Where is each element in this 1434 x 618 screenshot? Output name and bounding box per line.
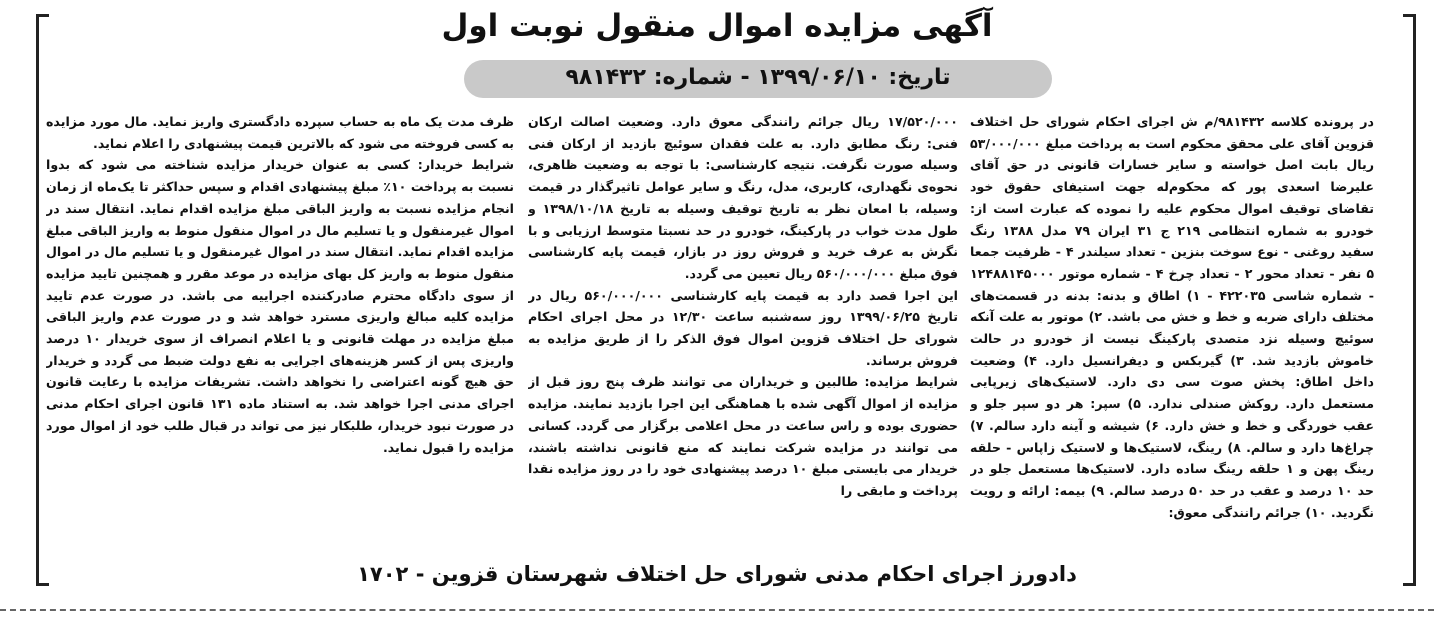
column-left-paragraph-2 [46, 154, 514, 458]
column-right [970, 111, 1374, 545]
notice-title: آگهی مزایده اموال منقول نوبت اول [441, 8, 993, 44]
column-middle-paragraph-1: ۱۷/۵۲۰/۰۰۰ ریال جرائم رانندگی معوق دارد. وضعیت اصالت ارکان فنی: رنگ مطابق دارد. به علت فقدان سوئیچ بازدید از ارکان فنی وسیله صورت نگرفت. نتیجه کارشناسی: با توجه به وضعیت ظاهری، نحوه‌ی نگهداری، کاربری، مدل، رنگ و سایر عوامل تاثیرگذار در قیمت وسیله، با امعان نظر به تاریخ توقیف وسیله به تاریخ ۱۳۹۸/۱۰/۱۸ و طول مدت خواب در پارکینگ، خودرو در حد نسبتا متوسط ارزیابی و با نگرش به عرف خرید و فروش روز در بازار، قیمت پایه کارشناسی فوق مبلغ ۵۶۰/۰۰۰/۰۰۰ ریال تعیین می گردد. [528, 114, 958, 281]
cut-line-divider [0, 609, 1434, 611]
auction-conditions-text: طالبین و خریداران می توانند ظرف پنج روز قبل از مزایده از اموال آگهی شده با هماهنگی این اجرا بازدید نمایند. مزایده حضوری بوده و راس ساعت در محل اعلامی برگزار می گردد. کسانی می توانند در مزایده شرکت نمایند که منع قانونی نداشته باشند، خریدار می بایستی مبلغ ۱۰ درصد پیشنهادی خود را در روز مزایده نقدا پرداخت و مابقی را [528, 374, 958, 498]
column-middle-paragraph-3 [528, 371, 958, 501]
date-number-line: تاریخ: ۱۳۹۹/۰۶/۱۰ - شماره: ۹۸۱۴۳۲ [565, 65, 951, 90]
column-left [46, 111, 514, 545]
auction-conditions-label: شرایط مزایده: [864, 374, 958, 390]
signature-footer: دادورز اجرای احکام مدنی شورای حل اختلاف شهرستان قزوین - ۱۷۰۲ [357, 562, 1077, 586]
column-left-paragraph-1: ظرف مدت یک ماه به حساب سپرده دادگستری واریز نماید. مال مورد مزایده به کسی فروخته می شود که بالاترین قیمت پیشنهادی را اعلام نماید. [46, 114, 514, 151]
column-right-text: در پرونده کلاسه ۹۸۱۴۳۲/م ش اجرای احکام شورای حل اختلاف قزوین آقای علی محقق محکوم است به پرداخت مبلغ ۵۳/۰۰۰/۰۰۰ ریال بابت اصل خواسته و سایر خسارات قانونی در حق آقای علیرضا اسعدی پور که محکوم‌له جهت استیفای حقوق خود تقاضای توقیف اموال محکوم علیه را نموده که عبارت است از: خودرو به شماره انتظامی ۲۱۹ ج ۳۱ ایران ۷۹ مدل ۱۳۸۸ رنگ سفید روغنی - نوع سوخت بنزین - تعداد سیلندر ۴ - ظرفیت جمعا ۵ نفر - تعداد محور ۲ - تعداد چرخ ۴ - شماره موتور ۱۲۴۸۸۱۴۵۰۰۰ - شماره شاسی ۴۲۲۰۳۵ - ۱) اطاق و بدنه: بدنه در قسمت‌های مختلف دارای ضربه و خط و خش می باشد. ۲) موتور به علت آنکه سوئیچ وسیله نزد متصدی پارکینگ نیست از خودرو در حالت خاموش بازدید شد. ۳) گیربکس و دیفرانسیل دارد. ۴) وضعیت داخل اطاق: پخش صوت سی دی دارد. لاستیک‌های زیرپایی مستعمل دارد. روکش صندلی ندارد. ۵) سپر: هر دو سپر جلو و عقب خوردگی و خط و خش دارد. ۶) شیشه و آینه دارد سالم. ۷) چراغ‌ها دارد و سالم. ۸) رینگ، لاستیک‌ها و لاستیک زاپاس - حلقه رینگ پهن و ۱ حلقه رینگ ساده دارد. لاستیک‌ها مستعمل جلو در حد ۱۰ درصد و عقب در حد ۵۰ درصد سالم. ۹) بیمه: ارائه و رویت نگردید. ۱۰) جرائم رانندگی معوق: [970, 114, 1374, 520]
column-middle-paragraph-2: این اجرا قصد دارد به قیمت پایه کارشناسی ۵۶۰/۰۰۰/۰۰۰ ریال در تاریخ ۱۳۹۹/۰۶/۲۵ روز سه‌شنبه ساعت ۱۲/۳۰ در محل اجرای احکام شورای حل اختلاف قزوین اموال فوق الذکر را از طریق مزایده به فروش برساند. [528, 287, 958, 368]
right-frame-bracket [1403, 14, 1416, 586]
column-middle [528, 111, 958, 545]
buyer-conditions-text: کسی به عنوان خریدار مزایده شناخته می شود که بدوا نسبت به پرداخت ۱۰٪ مبلغ پیشنهادی اقدام و سپس حداکثر تا یک‌ماه از زمان انجام مزایده نسبت به واریز الباقی مبلغ مزایده اقدام نماید. انتقال سند در اموال غیرمنقول و یا تسلیم مال در اموال منقول منوط به واریز الباقی مبلغ مزایده اقدام نماید. انتقال سند در اموال غیرمنقول و یا تسلیم مال در اموال منقول منوط به واریز کل بهای مزایده در موعد مقرر و همچنین تایید مزایده از سوی دادگاه محترم صادرکننده اجراییه می باشد. در صورت عدم تایید مزایده کلیه مبالغ واریزی مسترد خواهد شد و در صورت عدم واریز الباقی مبلغ مزایده در مهلت قانونی و یا اعلام انصراف از سوی خریدار ۱۰ درصد واریزی پس از کسر هزینه‌های اجرایی به نفع دولت ضبط می گردد و خریدار حق هیچ گونه اعتراضی را نخواهد داشت. تشریفات مزایده با رعایت قانون اجرای مدنی اجرا خواهد شد. به استناد ماده ۱۳۱ قانون اجرای احکام مدنی در صورت نبود خریدار، طلبکار نیز می تواند در قبال طلب خود از اموال مورد مزایده را قبول نماید. [46, 157, 514, 455]
buyer-conditions-label: شرایط خریدار: [417, 157, 514, 173]
